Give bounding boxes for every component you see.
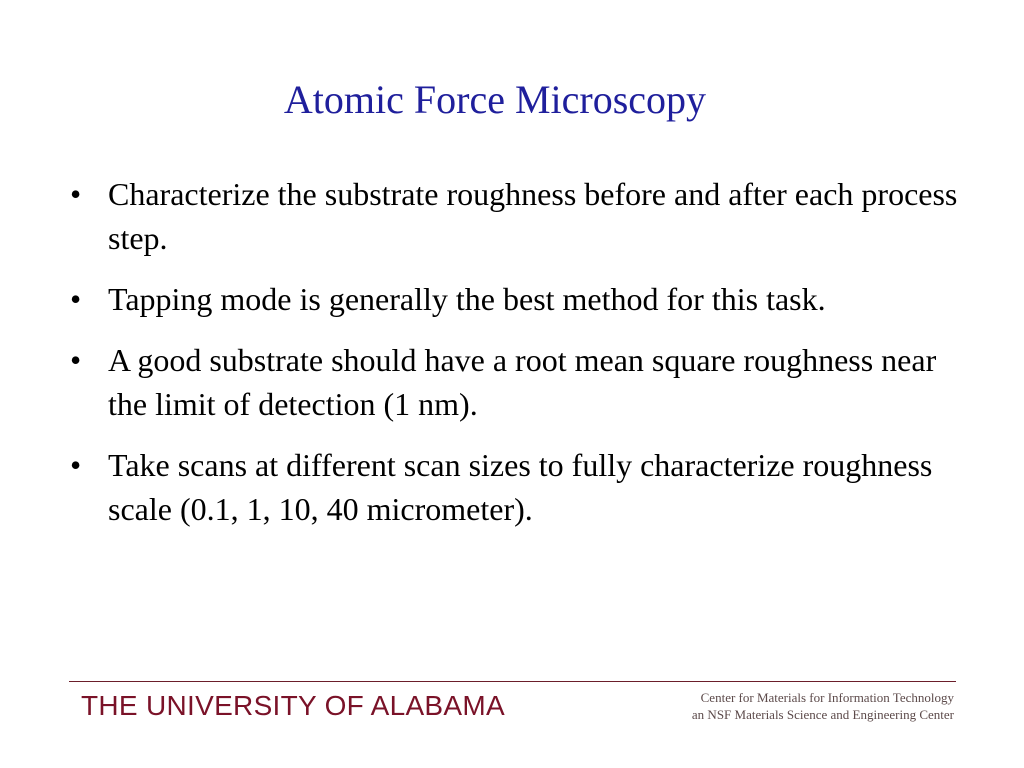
bullet-item bbox=[66, 443, 966, 531]
footer-divider bbox=[69, 681, 956, 682]
bullet-list bbox=[66, 172, 966, 548]
bullet-text: Characterize the substrate roughness before and after each process step. bbox=[108, 176, 958, 256]
bullet-text: Tapping mode is generally the best method for this task. bbox=[108, 281, 826, 317]
center-attribution bbox=[610, 689, 954, 723]
university-logo-text: THE UNIVERSITY OF ALABAMA bbox=[81, 690, 505, 721]
center-name: Center for Materials for Information Technology bbox=[700, 690, 954, 705]
bullet-item bbox=[66, 277, 966, 321]
center-subtitle: an NSF Materials Science and Engineering Center bbox=[691, 707, 954, 722]
bullet-icon: • bbox=[70, 281, 82, 317]
bullet-item bbox=[66, 172, 966, 260]
bullet-text: A good substrate should have a root mean square roughness near the limit of detection (1 nm). bbox=[108, 342, 937, 422]
bullet-icon: • bbox=[70, 176, 82, 212]
bullet-icon: • bbox=[70, 447, 82, 483]
bullet-item bbox=[66, 338, 966, 426]
slide-title: Atomic Force Microscopy bbox=[283, 77, 707, 122]
bullet-icon: • bbox=[70, 342, 82, 378]
bullet-text: Take scans at different scan sizes to fully characterize roughness scale (0.1, 1, 10, 40 micrometer). bbox=[108, 447, 933, 527]
